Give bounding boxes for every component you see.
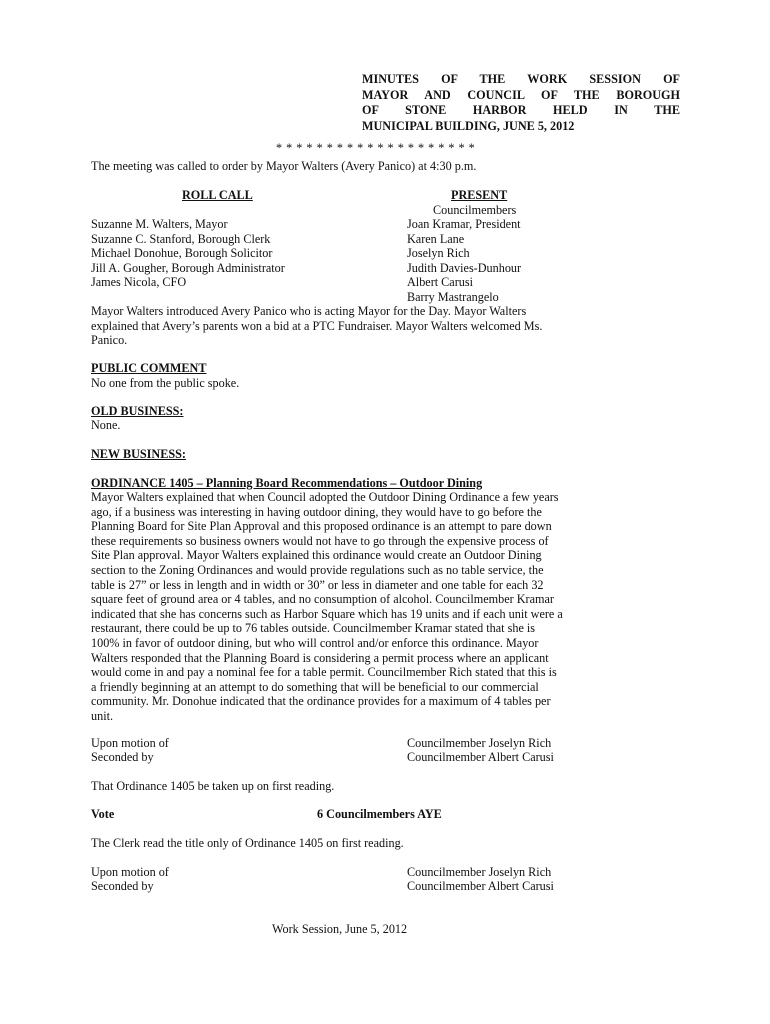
paragraph-line: restaurant, there could be up to 76 tables outside. Councilmember Kramar stated that she is: [91, 621, 536, 636]
motion-value: Councilmember Joselyn Rich: [407, 736, 552, 750]
paragraph-line: a friendly beginning at an attempt to do something that will be beneficial to our commercial: [91, 679, 539, 694]
paragraph-line: Site Plan approval. Mayor Walters explained this ordinance would create an Outdoor Dining: [91, 548, 542, 563]
first-reading-text: That Ordinance 1405 be taken up on first reading.: [91, 779, 335, 793]
page-footer: Work Session, June 5, 2012: [272, 922, 408, 936]
council-member: Albert Carusi: [407, 275, 474, 289]
council-member: Barry Mastrangelo: [407, 290, 499, 304]
paragraph-line: unit.: [91, 708, 114, 723]
roll-call-heading: ROLL CALL: [182, 188, 253, 202]
paragraph-line: explained that Avery’s parents won a bid at a PTC Fundraiser. Mayor Walters welcomed Ms.: [91, 318, 543, 333]
official-name: Suzanne M. Walters, Mayor: [91, 217, 228, 231]
official-name: James Nicola, CFO: [91, 275, 187, 289]
present-heading: PRESENT: [451, 188, 508, 202]
paragraph-line: section to the Zoning Ordinances and would provide regulations such as no table service, the: [91, 562, 544, 577]
official-name: Suzanne C. Stanford, Borough Clerk: [91, 232, 271, 246]
public-comment-heading: PUBLIC COMMENT: [91, 361, 207, 375]
paragraph-line: these requirements so business owners would not have to go through the expensive process of: [91, 533, 549, 548]
intro-paragraph: [91, 304, 683, 348]
paragraph-line: community. Mr. Donohue indicated that the ordinance provides for a maximum of 4 tables per: [91, 694, 551, 709]
document-title: [362, 72, 680, 134]
seconded-label: Seconded by: [91, 879, 154, 893]
call-to-order: The meeting was called to order by Mayor Walters (Avery Panico) at 4:30 p.m.: [91, 159, 477, 173]
paragraph-line: square feet of ground area or 4 tables, and no consumption of alcohol. Councilmember Kramar: [91, 592, 554, 607]
motion-value: Councilmember Joselyn Rich: [407, 865, 552, 879]
old-business-text: None.: [91, 418, 121, 432]
paragraph-line: would come in and pay a nominal fee for a table permit. Councilmember Rich stated that this is: [91, 665, 557, 680]
paragraph-line: Mayor Walters explained that when Council adopted the Outdoor Dining Ordinance a few years: [91, 490, 559, 504]
official-name: Michael Donohue, Borough Solicitor: [91, 246, 273, 260]
paragraph-line: indicated that she has concerns such as Harbor Square which has 19 units and if each unit were a: [91, 606, 563, 621]
title-line: MAYOR AND COUNCIL OF THE BOROUGH: [362, 87, 680, 102]
motion-label: Upon motion of: [91, 865, 169, 879]
title-line: OF STONE HARBOR HELD IN THE: [362, 103, 680, 117]
public-comment-text: No one from the public spoke.: [91, 376, 240, 390]
council-member: Joselyn Rich: [407, 246, 470, 260]
vote-result: 6 Councilmembers AYE: [317, 807, 442, 821]
seconded-value: Councilmember Albert Carusi: [407, 879, 554, 893]
paragraph-line: Planning Board for Site Plan Approval and this proposed ordinance is an attempt to pare down: [91, 519, 552, 534]
clerk-read-text: The Clerk read the title only of Ordinance 1405 on first reading.: [91, 836, 404, 850]
paragraph-line: Panico.: [91, 333, 128, 348]
paragraph-line: table is 27” or less in length and in width or 30” or less in diameter and one table for each 32: [91, 577, 544, 592]
present-subheading: Councilmembers: [433, 203, 517, 217]
seconded-label: Seconded by: [91, 750, 154, 764]
council-member: Judith Davies-Dunhour: [407, 261, 522, 275]
official-name: Jill A. Gougher, Borough Administrator: [91, 261, 285, 275]
motion-label: Upon motion of: [91, 736, 169, 750]
paragraph-line: ago, if a business was interesting in having outdoor dining, they would have to go before the: [91, 504, 542, 519]
council-member: Joan Kramar, President: [407, 217, 521, 231]
ordinance-paragraph: [91, 490, 683, 724]
ordinance-heading: ORDINANCE 1405 – Planning Board Recommendations – Outdoor Dining: [91, 476, 483, 490]
paragraph-line: Mayor Walters introduced Avery Panico who is acting Mayor for the Day. Mayor Walters: [91, 304, 527, 318]
old-business-heading: OLD BUSINESS:: [91, 404, 184, 418]
title-line: MUNICIPAL BUILDING, JUNE 5, 2012: [362, 118, 575, 133]
new-business-heading: NEW BUSINESS:: [91, 447, 186, 461]
paragraph-line: Walters responded that the Planning Board is considering a permit process where an applicant: [91, 650, 549, 665]
vote-label: Vote: [91, 807, 115, 821]
title-line: MINUTES OF THE WORK SESSION OF: [362, 72, 680, 86]
paragraph-line: 100% in favor of outdoor dining, but who will control and/or enforce this ordinance. Mayor: [91, 635, 539, 650]
seconded-value: Councilmember Albert Carusi: [407, 750, 554, 764]
separator: * * * * * * * * * * * * * * * * * * * *: [276, 141, 476, 155]
council-member: Karen Lane: [407, 232, 465, 246]
